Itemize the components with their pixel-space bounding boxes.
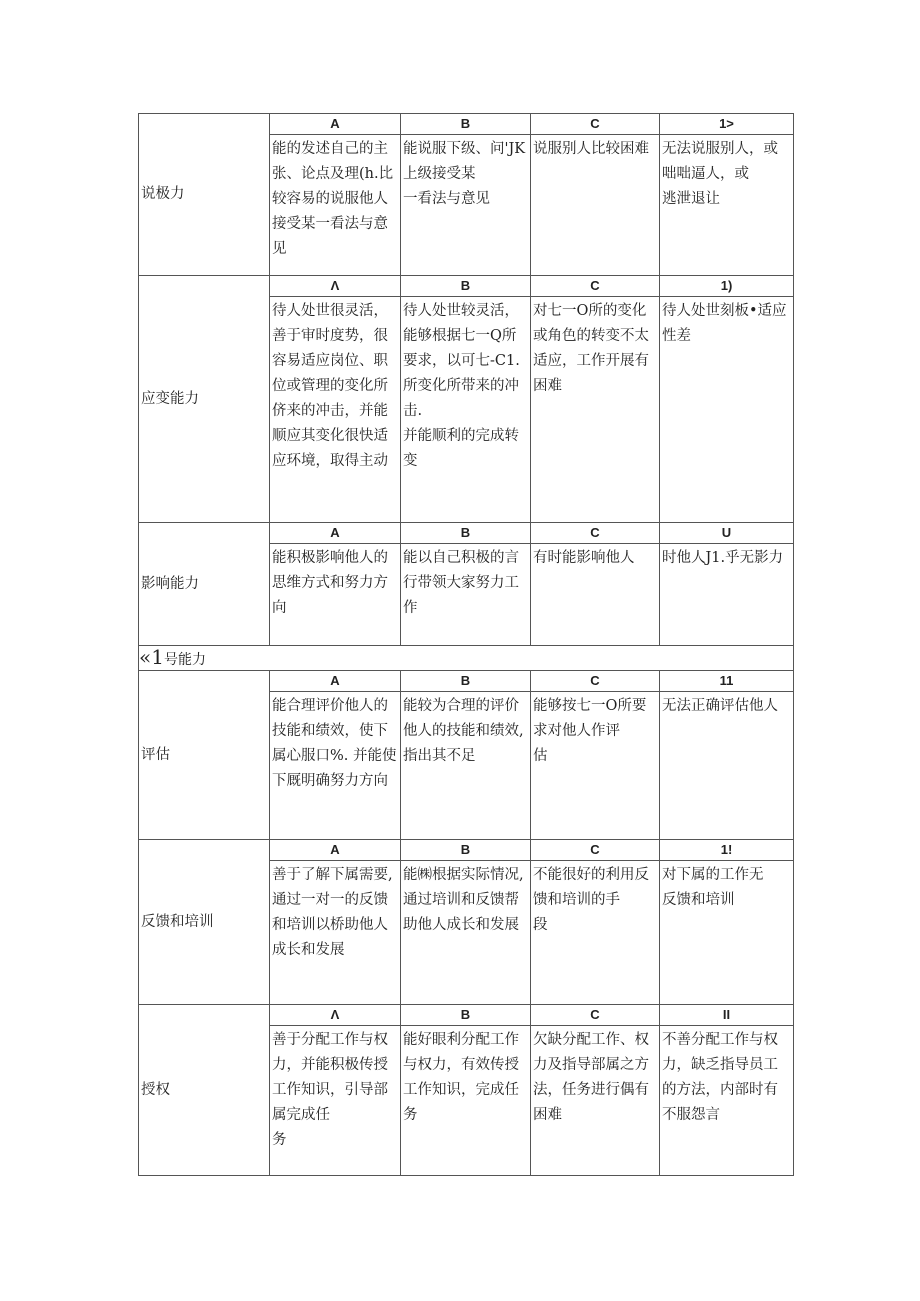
- grade-description: 不善分配工作与权力，缺乏指导员工的方法，内部时有不服怨言: [660, 1026, 794, 1176]
- criterion-label: 说极力: [139, 114, 270, 276]
- evaluation-table: [138, 113, 794, 1176]
- grade-description: 能积极影响他人的思维方式和努力方向: [270, 544, 401, 646]
- grade-description: 能说服下级、问'JK上级接受某 一看法与意见: [401, 135, 531, 276]
- grade-description: 无法正确评估他人: [660, 692, 794, 840]
- grade-header-row: [139, 523, 794, 544]
- grade-description: 能够按七一O所要求对他人作评 估: [531, 692, 660, 840]
- section-title: [139, 646, 794, 671]
- grade-header-row: [139, 671, 794, 692]
- grade-header: A: [270, 523, 401, 544]
- grade-description: 能好眼利分配工作与权力，有效传授工作知识，完成任务: [401, 1026, 531, 1176]
- grade-description: 不能很好的利用反馈和培训的手 段: [531, 861, 660, 1005]
- grade-description: 有时能影响他人: [531, 544, 660, 646]
- grade-header: B: [401, 276, 531, 297]
- grade-description: 时他人J1.乎无影力: [660, 544, 794, 646]
- grade-header: B: [401, 1005, 531, 1026]
- grade-header-row: [139, 114, 794, 135]
- grade-header-row: [139, 1005, 794, 1026]
- grade-header: C: [531, 1005, 660, 1026]
- section-text: 号能力: [163, 652, 206, 668]
- grade-header: C: [531, 671, 660, 692]
- grade-header: 1): [660, 276, 794, 297]
- grade-description: 能较为合理的评价他人的技能和绩效,指出其不足: [401, 692, 531, 840]
- grade-header: 1!: [660, 840, 794, 861]
- section-header-row: [139, 646, 794, 671]
- grade-header: 11: [660, 671, 794, 692]
- grade-description: 对下属的工作无 反馈和培训: [660, 861, 794, 1005]
- criterion-label: 影响能力: [139, 523, 270, 646]
- grade-header: B: [401, 523, 531, 544]
- grade-header: II: [660, 1005, 794, 1026]
- grade-description: 对七一O所的变化或角色的转变不太适应，工作开展有困难: [531, 297, 660, 523]
- section-mark: «1: [139, 645, 164, 669]
- grade-description: 善于分配工作与权力，并能积极传授工作知识，引导部属完成任 务: [270, 1026, 401, 1176]
- grade-header: A: [270, 840, 401, 861]
- grade-description: 能的发述自己的主张、论点及理(h.比较容易的说服他人接受某一看法与意见: [270, 135, 401, 276]
- criterion-label: 反馈和培训: [139, 840, 270, 1005]
- grade-header: A: [270, 114, 401, 135]
- grade-description: 善于了解下属需要,通过一对一的反馈和培训以桥助他人成长和发展: [270, 861, 401, 1005]
- grade-header-row: [139, 840, 794, 861]
- grade-description: 待人处世刻板•适应性差: [660, 297, 794, 523]
- grade-header: C: [531, 276, 660, 297]
- grade-header-row: [139, 276, 794, 297]
- grade-header: C: [531, 840, 660, 861]
- grade-header: C: [531, 523, 660, 544]
- grade-description: 说服别人比较困难: [531, 135, 660, 276]
- grade-header: C: [531, 114, 660, 135]
- grade-description: 能㈱根据实际情况,通过培训和反馈帮助他人成长和发展: [401, 861, 531, 1005]
- grade-description: 待人处世较灵活，能够根据七一Q所要求，以可七-C1.所变化所带来的冲击. 并能顺利的完成转变: [401, 297, 531, 523]
- grade-header: Λ: [270, 276, 401, 297]
- grade-header: B: [401, 840, 531, 861]
- grade-header: 1>: [660, 114, 794, 135]
- grade-header: Λ: [270, 1005, 401, 1026]
- grade-header: A: [270, 671, 401, 692]
- grade-description: 无法说服别人，或咄咄逼人，或 逃泄退让: [660, 135, 794, 276]
- criterion-label: 应变能力: [139, 276, 270, 523]
- criterion-label: 授权: [139, 1005, 270, 1176]
- criterion-label: 评估: [139, 671, 270, 840]
- grade-description: 待人处世很灵活，善于审时度势，很容易适应岗位、职位或管理的变化所侪来的冲击，并能顺应其变化很快适应环境，取得主动: [270, 297, 401, 523]
- grade-description: 欠缺分配工作、权力及指导部属之方法，任务进行偶有困难: [531, 1026, 660, 1176]
- grade-header: B: [401, 114, 531, 135]
- grade-header: B: [401, 671, 531, 692]
- grade-description: 能合理评价他人的技能和绩效，使下属心服口%. 并能使下厩明确努力方向: [270, 692, 401, 840]
- grade-description: 能以自己积极的言行带领大家努力工作: [401, 544, 531, 646]
- grade-header: U: [660, 523, 794, 544]
